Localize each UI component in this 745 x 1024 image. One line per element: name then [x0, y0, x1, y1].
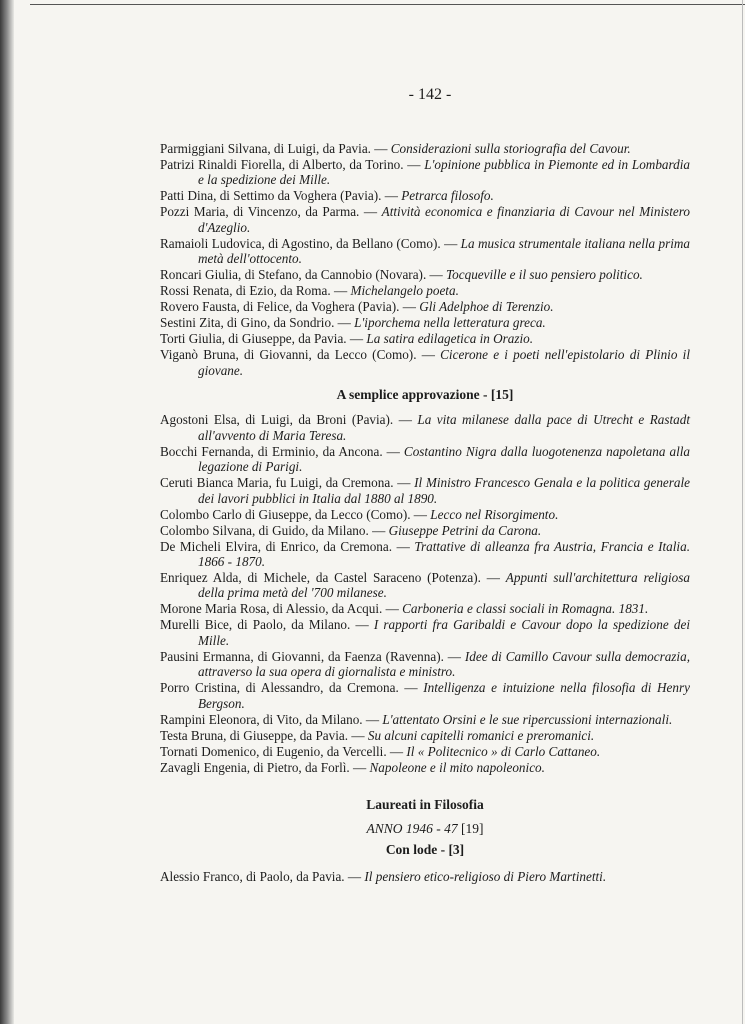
entry-title: Petrarca filosofo. [401, 188, 494, 204]
thesis-entry [160, 728, 690, 743]
entry-author: Testa Bruna, di Giuseppe, da Pavia. — [160, 727, 368, 743]
entry-author: Ramaioli Ludovica, di Agostino, da Bellano (Como). — [160, 235, 461, 251]
thesis-entry [160, 523, 690, 538]
anno-label: ANNO 1946 - 47 [366, 820, 458, 836]
entry-title: La musica strumentale italiana nella prima metà dell'ottocento. [198, 235, 690, 267]
entry-author: Rampini Eleonora, di Vito, da Milano. — [160, 711, 383, 727]
entry-author: Rossi Renata, di Ezio, da Roma. — [160, 283, 351, 299]
entry-title: L'iporchema nella letteratura greca. [354, 315, 546, 331]
thesis-entry [160, 744, 690, 759]
thesis-entry [160, 570, 690, 601]
entry-title: Appunti sull'architettura religiosa della prima metà del '700 milanese. [198, 570, 691, 601]
entry-title: L'opinione pubblica in Piemonte ed in Lombardia e la spedizione dei Mille. [198, 157, 690, 188]
section-heading-semplice: A semplice approvazione - [15] [336, 387, 514, 403]
thesis-entry [160, 157, 690, 188]
entry-title: Cicerone e i poeti nell'epistolario di Plinio il giovane. [198, 347, 690, 378]
entry-title: Su alcuni capitelli romanici e preromanici. [367, 727, 595, 743]
entry-author: Morone Maria Rosa, di Alessio, da Acqui. — [160, 601, 403, 617]
entry-author: Colombo Carlo di Giuseppe, da Lecco (Como). — [160, 506, 431, 522]
entry-author: Bocchi Fernanda, di Erminio, da Ancona. — [160, 443, 404, 459]
thesis-entry [160, 412, 690, 443]
thesis-entry [160, 444, 690, 475]
section-heading-filosofia: Laureati in Filosofia [366, 797, 484, 813]
entry-title: Considerazioni sulla storiografia del Cavour. [390, 141, 631, 156]
entry-author: Tornati Domenico, di Eugenio, da Vercelli. — [160, 743, 407, 759]
entry-title: La vita milanese dalla pace di Utrecht e Rastadt all'avvento di Maria Teresa. [198, 412, 690, 443]
page-number: - 142 - [408, 86, 452, 103]
entry-author: Pausini Ermanna, di Giovanni, da Faenza (Ravenna). — [160, 648, 465, 664]
entry-author: Pozzi Maria, di Vincenzo, da Parma. — [160, 204, 382, 220]
entry-author: Murelli Bice, di Paolo, da Milano. — [160, 617, 374, 633]
entry-title: Costantino Nigra dalla luogotenenza napoletana alla legazione di Parigi. [198, 443, 690, 475]
thesis-entry [160, 141, 690, 156]
anno-count: [19] [461, 820, 484, 836]
thesis-entry [160, 331, 690, 346]
thesis-entry [160, 315, 690, 330]
thesis-entry [160, 649, 690, 680]
thesis-entry [160, 267, 690, 282]
entry-title: Napoleone e il mito napoleonico. [369, 759, 545, 775]
entry-author: Zavagli Engenia, di Pietro, da Forlì. — [160, 759, 370, 775]
thesis-entry [160, 617, 690, 648]
entry-title: Attività economica e finanziaria di Cavour nel Ministero d'Azeglio. [198, 204, 690, 235]
entry-title: Lecco nel Risorgimento. [430, 506, 559, 522]
thesis-list-semplice [160, 412, 690, 775]
academic-year [160, 821, 690, 836]
thesis-list-lode [160, 141, 690, 378]
entry-author: Ceruti Bianca Maria, fu Luigi, da Cremona. — [160, 475, 415, 491]
entry-author: Torti Giulia, di Giuseppe, da Pavia. — [160, 331, 367, 347]
thesis-entry [160, 712, 690, 727]
entry-title: I rapporti fra Garibaldi e Cavour dopo la spedizione dei Mille. [198, 617, 690, 648]
entry-title: Tocqueville e il suo pensiero politico. [446, 267, 643, 283]
entry-title: Il « Politecnico » di Carlo Cattaneo. [406, 743, 601, 759]
section-heading-lode: Con lode - [3] [385, 841, 465, 857]
thesis-entry [160, 869, 690, 884]
entry-author: Alessio Franco, di Paolo, da Pavia. — [160, 869, 365, 885]
thesis-entry [160, 188, 690, 203]
entry-title: Il pensiero etico-religioso di Piero Martinetti. [364, 869, 607, 885]
thesis-entry [160, 347, 690, 378]
entry-author: Roncari Giulia, di Stefano, da Cannobio (Novara). — [160, 267, 447, 283]
thesis-entry [160, 539, 690, 570]
scan-border [30, 4, 745, 5]
entry-title: Carboneria e classi sociali in Romagna. 1831. [402, 601, 649, 617]
entry-author: Sestini Zita, di Gino, da Sondrio. — [160, 315, 355, 331]
scan-border-right [742, 0, 743, 1024]
document-body [160, 141, 690, 885]
thesis-entry [160, 760, 690, 775]
entry-title: Michelangelo poeta. [350, 283, 459, 299]
entry-author: Agostoni Elsa, di Luigi, da Broni (Pavia). — [160, 412, 418, 428]
entry-author: Rovero Fausta, di Felice, da Voghera (Pavia). — [160, 299, 420, 315]
entry-author: Parmiggiani Silvana, di Luigi, da Pavia. — [160, 141, 391, 156]
entry-title: La satira edilagetica in Orazio. [366, 331, 534, 347]
entry-author: Patrizi Rinaldi Fiorella, di Alberto, da Torino. — [160, 157, 425, 172]
thesis-entry [160, 236, 690, 267]
entry-title: Intelligenza e intuizione nella filosofia di Henry Bergson. [198, 680, 690, 711]
thesis-entry [160, 601, 690, 616]
entry-author: Viganò Bruna, di Giovanni, da Lecco (Como). — [160, 347, 441, 363]
scan-edge [0, 0, 14, 1024]
entry-author: De Micheli Elvira, di Enrico, da Cremona. — [160, 538, 415, 554]
thesis-entry [160, 680, 690, 711]
entry-author: Enriquez Alda, di Michele, da Castel Saraceno (Potenza). — [160, 570, 506, 586]
entry-title: L'attentato Orsini e le sue ripercussioni internazionali. [382, 711, 673, 727]
entry-title: Giuseppe Petrini da Carona. [388, 522, 542, 538]
thesis-entry [160, 204, 690, 235]
entry-title: Gli Adelphoe di Terenzio. [419, 299, 554, 315]
thesis-entry [160, 475, 690, 506]
thesis-entry [160, 283, 690, 298]
entry-author: Patti Dina, di Settimo da Voghera (Pavia). — [160, 188, 402, 204]
entry-title: Il Ministro Francesco Genala e la politica generale dei lavori pubblici in Italia dal 1880 al 1890. [198, 475, 691, 506]
entry-author: Porro Cristina, di Alessandro, da Cremona. — [160, 680, 424, 696]
entry-title: Idee di Camillo Cavour sulla democrazia, attraverso la sua opera di giornalista e ministro. [198, 648, 690, 680]
thesis-entry [160, 507, 690, 522]
entry-title: Trattative di alleanza fra Austria, Francia e Italia. 1866 - 1870. [198, 538, 690, 570]
thesis-entry [160, 299, 690, 314]
entry-author: Colombo Silvana, di Guido, da Milano. — [160, 522, 389, 538]
thesis-list-filosofia [160, 869, 690, 884]
